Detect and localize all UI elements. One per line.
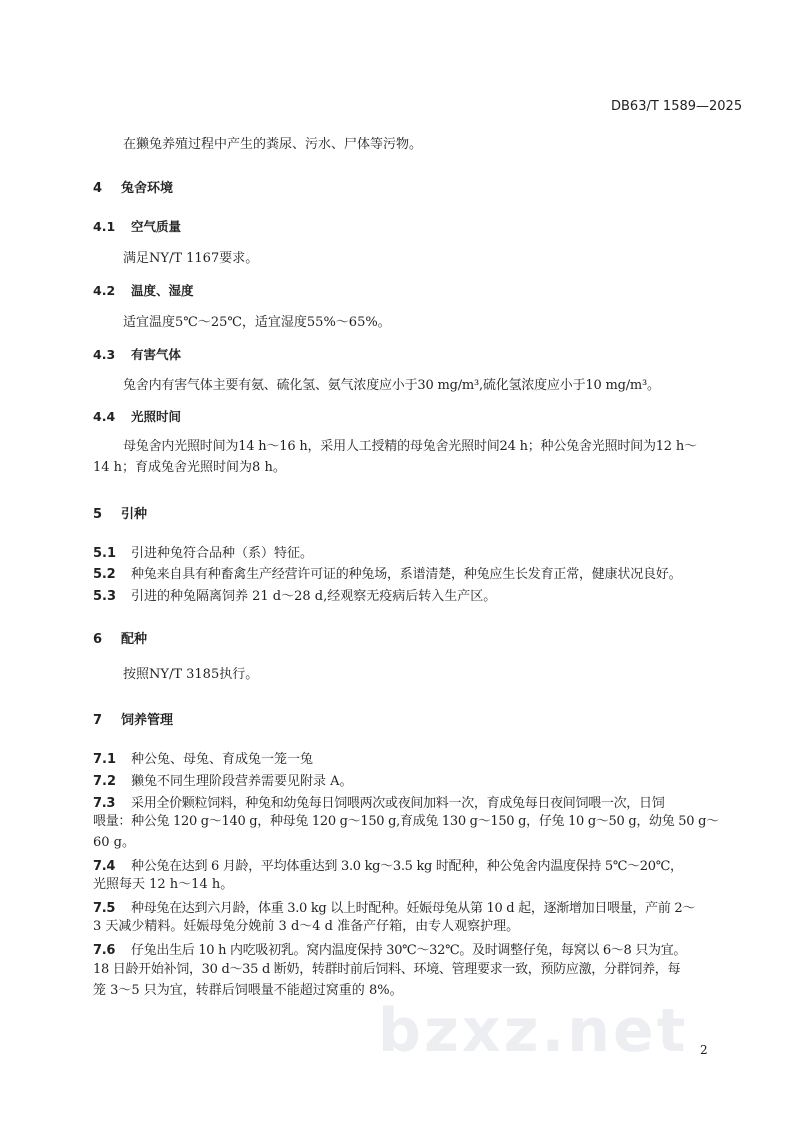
- section-7-6-line-3: 笼 3～5 只为宜，转群后饲喂量不能超过窝重的 8%。: [93, 983, 403, 998]
- section-number: 4.1: [93, 219, 116, 234]
- item-number: 7.6: [93, 943, 116, 958]
- section-title: 光照时间: [131, 409, 182, 424]
- section-4-4-line-2: 14 h；育成兔舍光照时间为8 h。: [93, 460, 286, 475]
- section-4-4-line-1: 母兔舍内光照时间为14 h～16 h，采用人工授精的母兔舍光照时间24 h；种公兔舍光照时间为12 h～: [123, 439, 697, 454]
- page-number: 2: [700, 1043, 708, 1057]
- section-4-3-heading: [93, 345, 181, 363]
- item-number: 7.2: [93, 774, 117, 789]
- section-title: 兔舍环境: [121, 181, 174, 196]
- section-number: 4.2: [93, 283, 116, 298]
- item-text-line-1: 种公兔在达到 6 月龄，平均体重达到 3.0 kg～3.5 kg 时配种，种公兔舍内温度保持 5℃～20℃，: [131, 859, 683, 874]
- section-number: 4.4: [93, 409, 116, 424]
- item-number: 7.1: [93, 752, 117, 767]
- section-number: 4: [93, 181, 103, 196]
- item-number: 7.3: [93, 796, 116, 811]
- section-7-3-line-3: 60 g。: [93, 835, 135, 850]
- section-7-1: [93, 748, 313, 767]
- section-5-3: [93, 585, 496, 604]
- section-7-6: [93, 939, 686, 958]
- section-6-text: 按照NY/T 3185执行。: [123, 667, 259, 682]
- intro-line: 在獭兔养殖过程中产生的粪尿、污水、尸体等污物。: [123, 137, 423, 152]
- section-7-heading: [93, 709, 173, 728]
- item-text: 引进种兔符合品种（系）特征。: [131, 546, 314, 561]
- section-5-heading: [93, 503, 147, 522]
- item-text: 引进的种兔隔离饲养 21 d～28 d,经观察无疫病后转入生产区。: [131, 589, 497, 604]
- item-number: 7.4: [93, 859, 116, 874]
- section-7-5-line-2: 3 天减少精料。妊娠母兔分娩前 3 d～4 d 准备产仔箱，由专人观察护理。: [93, 919, 520, 934]
- section-4-3-text: 兔舍内有害气体主要有氨、硫化氢、氨气浓度应小于30 mg/m³,硫化氢浓度应小于10 mg/m³。: [123, 378, 660, 393]
- section-7-4-line-2: 光照每天 12 h～14 h。: [93, 877, 234, 892]
- item-text-line-1: 种母兔在达到六月龄，体重 3.0 kg 以上时配种。妊娠母兔从第 10 d 起，逐渐增加日喂量，产前 2～: [131, 901, 696, 916]
- section-4-4-heading: [93, 407, 181, 425]
- watermark: bzxz.net: [378, 996, 689, 1066]
- section-number: 5: [93, 507, 103, 522]
- section-4-1-heading: [93, 217, 181, 235]
- item-text: 獭兔不同生理阶段营养需要见附录 A。: [131, 774, 353, 789]
- section-title: 饲养管理: [121, 713, 174, 728]
- section-7-5: [93, 897, 695, 916]
- section-4-1-text: 满足NY/T 1167要求。: [123, 251, 259, 266]
- section-7-3: [93, 792, 664, 811]
- item-number: 5.2: [93, 567, 116, 582]
- section-4-2-text: 适宜温度5℃～25℃，适宜湿度55%～65%。: [123, 315, 391, 330]
- section-6-heading: [93, 628, 147, 647]
- section-7-4: [93, 855, 683, 874]
- section-title: 配种: [121, 632, 148, 647]
- section-5-2: [93, 563, 681, 582]
- item-text: 种公兔、母兔、育成兔一笼一兔: [131, 752, 314, 767]
- document-id: DB63/T 1589—2025: [611, 99, 743, 114]
- item-text: 种兔来自具有种畜禽生产经营许可证的种兔场，系谱清楚，种兔应生长发育正常，健康状况良好。: [131, 567, 682, 582]
- item-number: 7.5: [93, 901, 116, 916]
- section-7-6-line-2: 18 日龄开始补饲，30 d～35 d 断奶，转群时前后饲料、环境、管理要求一致，预防应激，分群饲养，每: [93, 962, 681, 977]
- section-4-heading: [93, 177, 173, 196]
- section-title: 引种: [121, 507, 148, 522]
- section-5-1: [93, 542, 313, 561]
- section-4-2-heading: [93, 281, 194, 299]
- section-title: 空气质量: [131, 219, 182, 234]
- section-number: 7: [93, 713, 103, 728]
- item-number: 5.1: [93, 546, 117, 561]
- item-number: 5.3: [93, 589, 117, 604]
- section-number: 4.3: [93, 347, 116, 362]
- section-title: 有害气体: [131, 347, 182, 362]
- section-title: 温度、湿度: [131, 283, 194, 298]
- section-7-3-line-2: 喂量：种公兔 120 g～140 g，种母兔 120 g～150 g,育成兔 130 g～150 g，仔兔 10 g～50 g，幼兔 50 g～: [93, 814, 719, 829]
- section-number: 6: [93, 632, 103, 647]
- section-7-2: [93, 770, 353, 789]
- item-text-line-1: 采用全价颗粒饲料，种兔和幼兔每日饲喂两次或夜间加料一次，育成兔每日夜间饲喂一次，日饲: [131, 796, 665, 811]
- item-text-line-1: 仔兔出生后 10 h 内吃吸初乳。窝内温度保持 30℃～32℃。及时调整仔兔，每窝以 6～8 只为宜。: [131, 943, 687, 958]
